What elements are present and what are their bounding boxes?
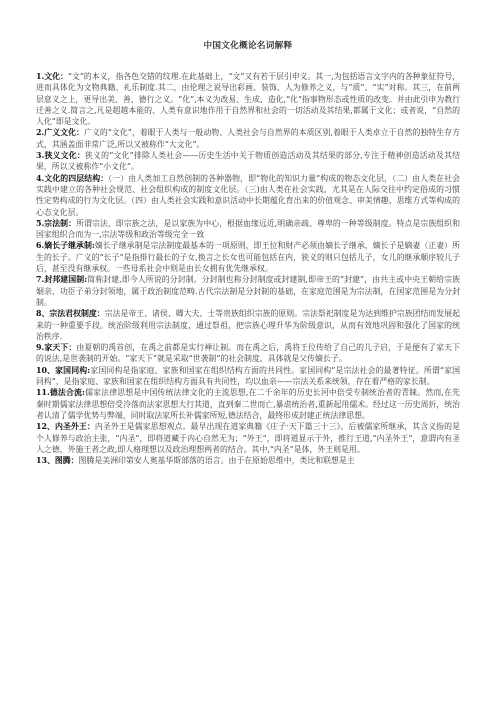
term-entry xyxy=(36,150,460,173)
term-entry xyxy=(36,240,460,274)
term-label: 9.家天下： xyxy=(36,343,77,353)
term-label: 1.文化： xyxy=(36,72,68,81)
term-definition: 由夏朝的禹首创，在禹之前都是实行禅让制。而在禹之后，禹将王位传给了自己的儿子启，于是便有了家天下的说法,是世袭制的开始。“家天下”就是采取“世袭制”的社会制度，具体就是父传嫡长子。 xyxy=(36,343,460,364)
term-entry xyxy=(36,421,460,455)
page-title: 中国文化概论名词解释 xyxy=(203,41,293,51)
term-entry xyxy=(36,455,460,466)
term-definition: （一）由人类加工自然创制的各种器物，即“物化的知识力量”构成的物态文化层，（二）由人类在社会实践中建立的各种社会规范、社会组织构成的制度文化层。（三)由人类在社会实践，尤其是在人际交往中约定俗成的习惯性定势构成的行为文化层。（四）由人类社会实践和意识活动中长期蕴化育出来的价值观念、审美情趣、思维方式等构成的心态文化层。 xyxy=(36,173,460,217)
term-label: 6.嫡长子继承制: xyxy=(36,241,95,251)
top-margin xyxy=(36,0,460,40)
term-definition: 宗法是帝王、诸侯、卿大夫、士等贵族组织宗族的原则。宗法祭祀制度是为达到维护宗族团结而发展起来的一种重要手段。统治阶级利用宗法制度，通过祭祖，把宗族心理升华为阶级意识，从而有效地巩固和强化了国家的统治秩序. xyxy=(36,309,460,341)
term-definition: 家国同构是指家庭、家族和国家在组织结构方面的共同性。家国同构”是宗法社会的最著特征。所谓“家国同构”，是指家庭、家族和国家在组织结构方面具有共同性，均以血亲——宗法关系来统领，存在着严格的家长制。 xyxy=(36,365,460,387)
term-label: 3.狭义文化： xyxy=(36,151,85,161)
term-definition: 内圣外王是儒家思想观点。最早出现在道家典籍《庄子·天下篇三十三》。后被儒家所继承，其含义指的是个人修养与政治主张，“内圣”，即将道藏于内心自然无为；“外王”，即将道显示于外，推行王道,“内圣外王”，意谓内有圣人之德，外施王者之政,即人格理想以及政治理想两者的结合。其中,“内圣”是体，外王则是用。 xyxy=(36,422,460,454)
term-entry xyxy=(36,173,460,218)
term-entry xyxy=(36,308,460,342)
term-definition: 狭义的“文化”排除人类社会——历史生活中关于物质创造活动及其结果的部分,专注于精神创造活动及其结果，所以又被称作“小文化”。 xyxy=(36,151,460,172)
term-label: 4.文化的四层结构： xyxy=(36,173,109,183)
term-label: 11.德法合流: xyxy=(36,388,85,398)
term-definition: 广义的“文化”，着眼于人类与一般动物、人类社会与自然界的本质区别,着眼于人类卓立于自然的独特生存方式，其涵盖面非常广泛,所以又被称作“大文化”。 xyxy=(36,128,460,149)
term-label: 13、图腾： xyxy=(36,456,79,466)
term-entry xyxy=(36,365,460,388)
term-entry xyxy=(36,218,460,241)
term-definition: 儒家法律思想是中国传统法律文化的主流思想,在二千余年的历史长河中倍受专制统治者的青睐。然而,在先秦时期儒家法律思想倍受冷落而法家思想大行其道，直到秦二世而亡,暴虐统治者,重新起用儒术。经过这一历史周折，统治者认清了儒学优势与弊端，同时取法家所长补儒家所短,德法结合，最终形成封建正统法律思想。 xyxy=(36,388,460,420)
term-label: 8、宗法君权制度： xyxy=(36,309,105,319)
entry-list xyxy=(36,71,460,466)
term-label: 12、内圣外王： xyxy=(36,422,95,432)
term-entry xyxy=(36,71,460,127)
term-label: 7.封邦建国制: xyxy=(36,275,88,285)
term-entry xyxy=(36,127,460,150)
term-label: 2.广义文化： xyxy=(36,128,84,138)
term-label: 5.宗法制： xyxy=(36,218,77,228)
term-entry xyxy=(36,387,460,421)
term-definition: “文”的本义，指各色交错的纹理.在此基础上，“文”又有若干层引申义。其一,为包括语言文字内的各种象征符号，进而具体化为文物典籍、礼乐制度.其二，由伦理之说导出彩画、装饰、人为修养之义，与“质”、“实”对称。其三，在前两层意义之上，更导出美、善、德行之义。“化”,本义为改易、生成、造化,“化”指事物形态或性质的改变。并由此引申为教行迁善之义.简言之,凡是超越本能的、人类有意识地作用于自然界和社会的一切活动及其结果,都属于文化；或者说，“自然的人化”即是文化。 xyxy=(36,72,460,127)
term-label: 10、家国同构: xyxy=(36,365,91,375)
term-definition: 嫡长子继承制是宗法制度最基本的一项原则，即王位和财产必须由嫡长子继承，嫡长子是嫡妻（正妻）所生的长子。广义的“长子”是指排行最长的子女,换言之长女也可能包括在内，狭义的则只包括儿子，女儿的继承顺序较儿子后，甚至没有继承权。一些母系社会中则是由长女拥有优先继承权。 xyxy=(36,241,460,274)
term-entry xyxy=(36,274,460,308)
term-definition: 所谓宗法，即宗族之法，是以家族为中心，根据血缘远近,明确亲疏、尊卑的一种等级制度。特点是宗族组织和国家组织合而为一,宗法等级和政治等级完全一致 xyxy=(36,218,460,240)
term-definition: 图腾是美洲印第安人奥基华斯部落的语言。由于在原始思维中，类比和联想是主 xyxy=(78,456,355,466)
term-definition: 简称封建,即今人所说的分封制。分封制也称分封制度或封建制,即帝王的“封建”，由共主或中央王朝给宗族姻亲、功臣子弟分封领地，属于政治制度范畴.古代宗法制是分封制的基础，在家庭范围是为宗法制，在国家范围是为分封制。 xyxy=(36,275,461,307)
term-entry xyxy=(36,342,460,365)
